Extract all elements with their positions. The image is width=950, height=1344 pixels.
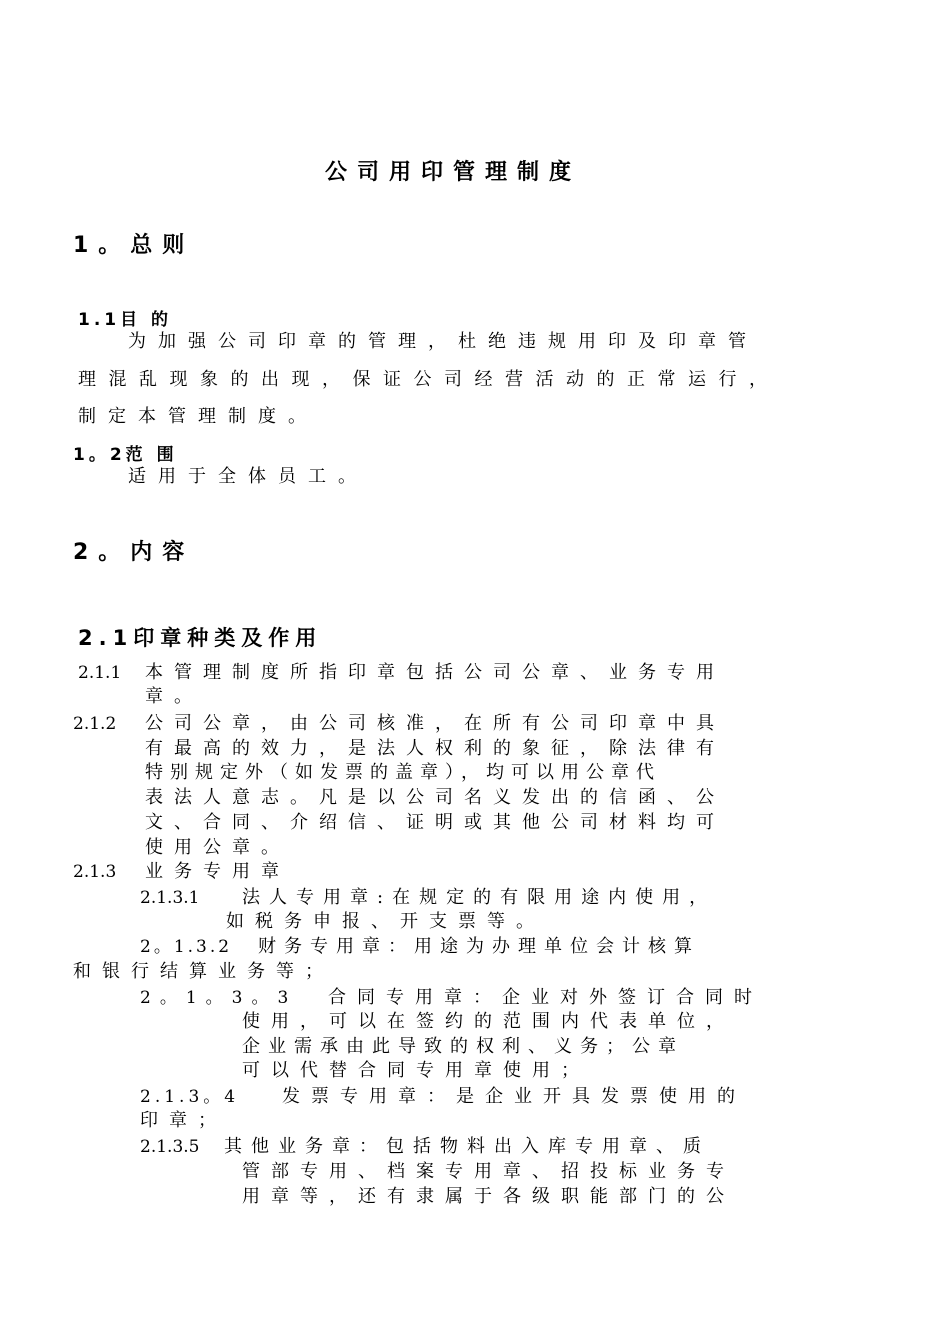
item-2-1-3-2-line-2: 和银行结算业务等； — [73, 961, 334, 982]
item-2-1-3-1-line-1: 法人专用章:在规定的有限用途内使用， — [242, 887, 717, 908]
item-2-1-3-5-line-1: 其他业务章：包括物料出入库专用章、质 — [224, 1136, 710, 1157]
item-2-1-2-line-6: 使用公章。 — [145, 837, 290, 858]
section-1-1-line-1: 为加强公司印章的管理，杜绝违规用印及印章管 — [128, 331, 758, 352]
item-2-1-2-line-2: 有最高的效力，是法人权利的象征，除法律有 — [145, 738, 725, 759]
section-2-1-heading: 2.1印章种类及作用 — [78, 626, 323, 650]
section-1-1-heading: 1.1目 的 — [78, 310, 173, 330]
item-2-1-1-number: 2.1.1 — [78, 663, 122, 683]
item-2-1-3-4-number: 2.1.3。4 — [140, 1087, 240, 1107]
item-2-1-3-title: 业务专用章 — [145, 861, 290, 882]
section-1-heading: 1。总则 — [73, 233, 195, 258]
item-2-1-2-line-4: 表法人意志。凡是以公司名义发出的信函、公 — [145, 787, 725, 808]
item-2-1-3-4-line-2: 印章； — [140, 1110, 227, 1131]
section-1-1-line-2: 理混乱现象的出现，保证公司经营活动的正常运行， — [78, 369, 780, 390]
item-2-1-3-1-line-2: 如税务申报、开支票等。 — [226, 911, 545, 932]
section-1-2-line: 适用于全体员工。 — [128, 466, 368, 487]
item-2-1-2-number: 2.1.2 — [73, 714, 117, 734]
item-2-1-1-line-2: 章。 — [145, 686, 203, 707]
item-2-1-1-line-1: 本管理制度所指印章包括公司公章、业务专用 — [145, 662, 725, 683]
item-2-1-3-2-number: 2。1.3.2 — [140, 937, 233, 957]
item-2-1-3-3-line-4: 可以代替合同专用章使用； — [242, 1060, 590, 1081]
item-2-1-3-2-line-1: 财务专用章：用途为办理单位会计核算 — [258, 936, 700, 957]
item-2-1-3-3-line-1: 合同专用章：企业对外签订合同时 — [328, 987, 763, 1008]
item-2-1-3-5-line-2: 管部专用、档案专用章、招投标业务专 — [242, 1161, 735, 1182]
item-2-1-3-number: 2.1.3 — [73, 862, 117, 882]
item-2-1-2-line-1: 公司公章，由公司核准，在所有公司印章中具 — [145, 713, 725, 734]
document-title: 公司用印管理制度 — [325, 160, 582, 185]
section-1-2-heading: 1。2范 围 — [73, 445, 178, 465]
item-2-1-2-line-3: 特别规定外（如发票的盖章），均可以用公章代 — [145, 762, 661, 783]
item-2-1-3-5-line-3: 用章等，还有隶属于各级职能部门的公 — [242, 1186, 735, 1207]
item-2-1-3-4-line-1: 发票专用章：是企业开具发票使用的 — [282, 1086, 746, 1107]
section-1-1-line-3: 制定本管理制度。 — [78, 406, 318, 427]
item-2-1-3-3-line-3: 企业需承由此导致的权利、义务；公章 — [242, 1036, 684, 1057]
section-2-heading: 2。内容 — [73, 540, 195, 565]
item-2-1-3-5-number: 2.1.3.5 — [140, 1137, 200, 1157]
item-2-1-3-3-number: 2。1。3。3 — [140, 988, 298, 1008]
item-2-1-3-1-number: 2.1.3.1 — [140, 888, 200, 908]
item-2-1-3-3-line-2: 使用，可以在签约的范围内代表单位， — [242, 1011, 735, 1032]
item-2-1-2-line-5: 文、合同、介绍信、证明或其他公司材料均可 — [145, 812, 725, 833]
